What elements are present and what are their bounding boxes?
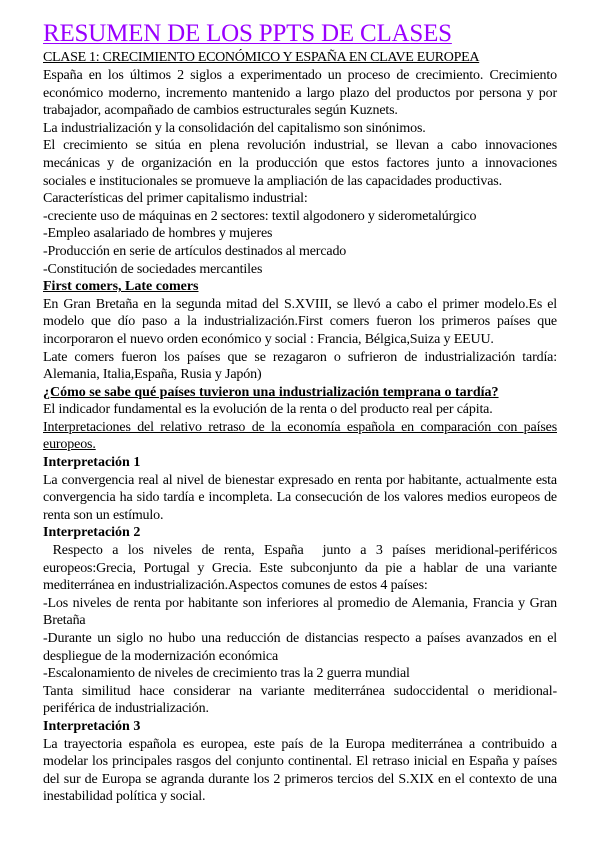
question-paragraph-1: El indicador fundamental es la evolución de la renta o del producto real per cápita. <box>43 402 493 418</box>
intro-paragraph-1: España en los últimos 2 siglos a experimentado un proceso de crecimiento. Crecimiento económico moderno, incremento mantenido a largo plazo del productos por persona y por trabajador, acompañado de cambios estructurales según Kuznets. <box>43 68 557 119</box>
intro-list-item-1: -creciente uso de máquinas en 2 sectores: textil algodonero y siderometalúrgico <box>43 208 477 224</box>
interpretation-3-heading: Interpretación 3 <box>43 718 141 734</box>
interpretation-2-list-item-3: -Escalonamiento de niveles de crecimiento tras la 2 guerra mundial <box>43 666 410 682</box>
first-comers-heading: First comers, Late comers <box>43 279 199 295</box>
interpretation-2-heading: Interpretación 2 <box>43 525 141 541</box>
intro-list-item-2: -Empleo asalariado de hombres y mujeres <box>43 226 273 242</box>
document-title: RESUMEN DE LOS PPTS DE CLASES <box>43 20 452 47</box>
interpretation-2-list-item-2: -Durante un siglo no hubo una reducción de distancias respecto a países avanzados en el despliegue de la modernización económica <box>43 631 557 664</box>
first-comers-paragraph-1: En Gran Bretaña en la segunda mitad del S.XVIII, se llevó a cabo el primer modelo.Es el modelo que dío paso a la industrialización.First comers fueron los primeros países que incorporaron el nuevo orden económico y social : Francia, Bélgica,Suiza y EEUU. <box>43 296 557 347</box>
interpretation-3-paragraph: La trayectoria española es europea, este país de la Europa mediterránea a contribuido a modelar los principales rasgos del conjunto continental. El retraso inicial en España y países del sur de Europa se agranda durante los 2 primeros tercios del S.XIX en el contexto de una inestabilidad política y social. <box>43 736 557 805</box>
intro-list-item-3: -Producción en serie de artículos destinados al mercado <box>43 243 347 259</box>
intro-paragraph-2: La industrialización y la consolidación del capitalismo son sinónimos. <box>43 120 426 136</box>
interpretation-2-paragraph-1: Respecto a los niveles de renta, España junto a 3 países meridional-periféricos europeos:Grecia, Portugal y Grecia. Este subconjunto da pie a hablar de una variante mediterránea en industrialización.Aspectos comunes de estos 4 países: <box>43 543 561 594</box>
interpretation-1-heading: Interpretación 1 <box>43 455 141 471</box>
document-subtitle: CLASE 1: CRECIMIENTO ECONÓMICO Y ESPAÑA EN CLAVE EUROPEA <box>43 50 480 65</box>
intro-paragraph-3: El crecimiento se sitúa en plena revolución industrial, se llevan a cabo innovaciones mecánicas y de organización en la producción que estos factores junto a innovaciones sociales e institucionales se promueve la ampliación de las capacidades productivas. <box>43 138 557 189</box>
intro-list-item-4: -Constitución de sociedades mercantiles <box>43 261 263 277</box>
question-heading: ¿Cómo se sabe qué países tuvieron una industrialización temprana o tardía? <box>43 384 499 400</box>
interpretation-1-paragraph: La convergencia real al nivel de bienestar expresado en renta por habitante, actualmente esta convergencia ha sido tardía e incompleta. La consecución de los valores medios europeos de renta son un estímulo. <box>43 472 557 523</box>
first-comers-paragraph-2: Late comers fueron los países que se rezagaron o sufrieron de industrialización tardía: Alemania, Italia,España, Rusia y Japón) <box>43 349 557 383</box>
interpretation-2-paragraph-2: Tanta similitud hace considerar na variante mediterránea sudoccidental o meridional-periférica de industrialización. <box>43 683 557 717</box>
question-paragraph-2: Interpretaciones del relativo retraso de la economía española en comparación con países europeos. <box>43 419 557 453</box>
interpretation-2-list-item-1: -Los niveles de renta por habitante son inferiores al promedio de Alemania, Francia y Gran Bretaña <box>43 595 557 629</box>
intro-paragraph-4: Características del primer capitalismo industrial: <box>43 191 308 207</box>
